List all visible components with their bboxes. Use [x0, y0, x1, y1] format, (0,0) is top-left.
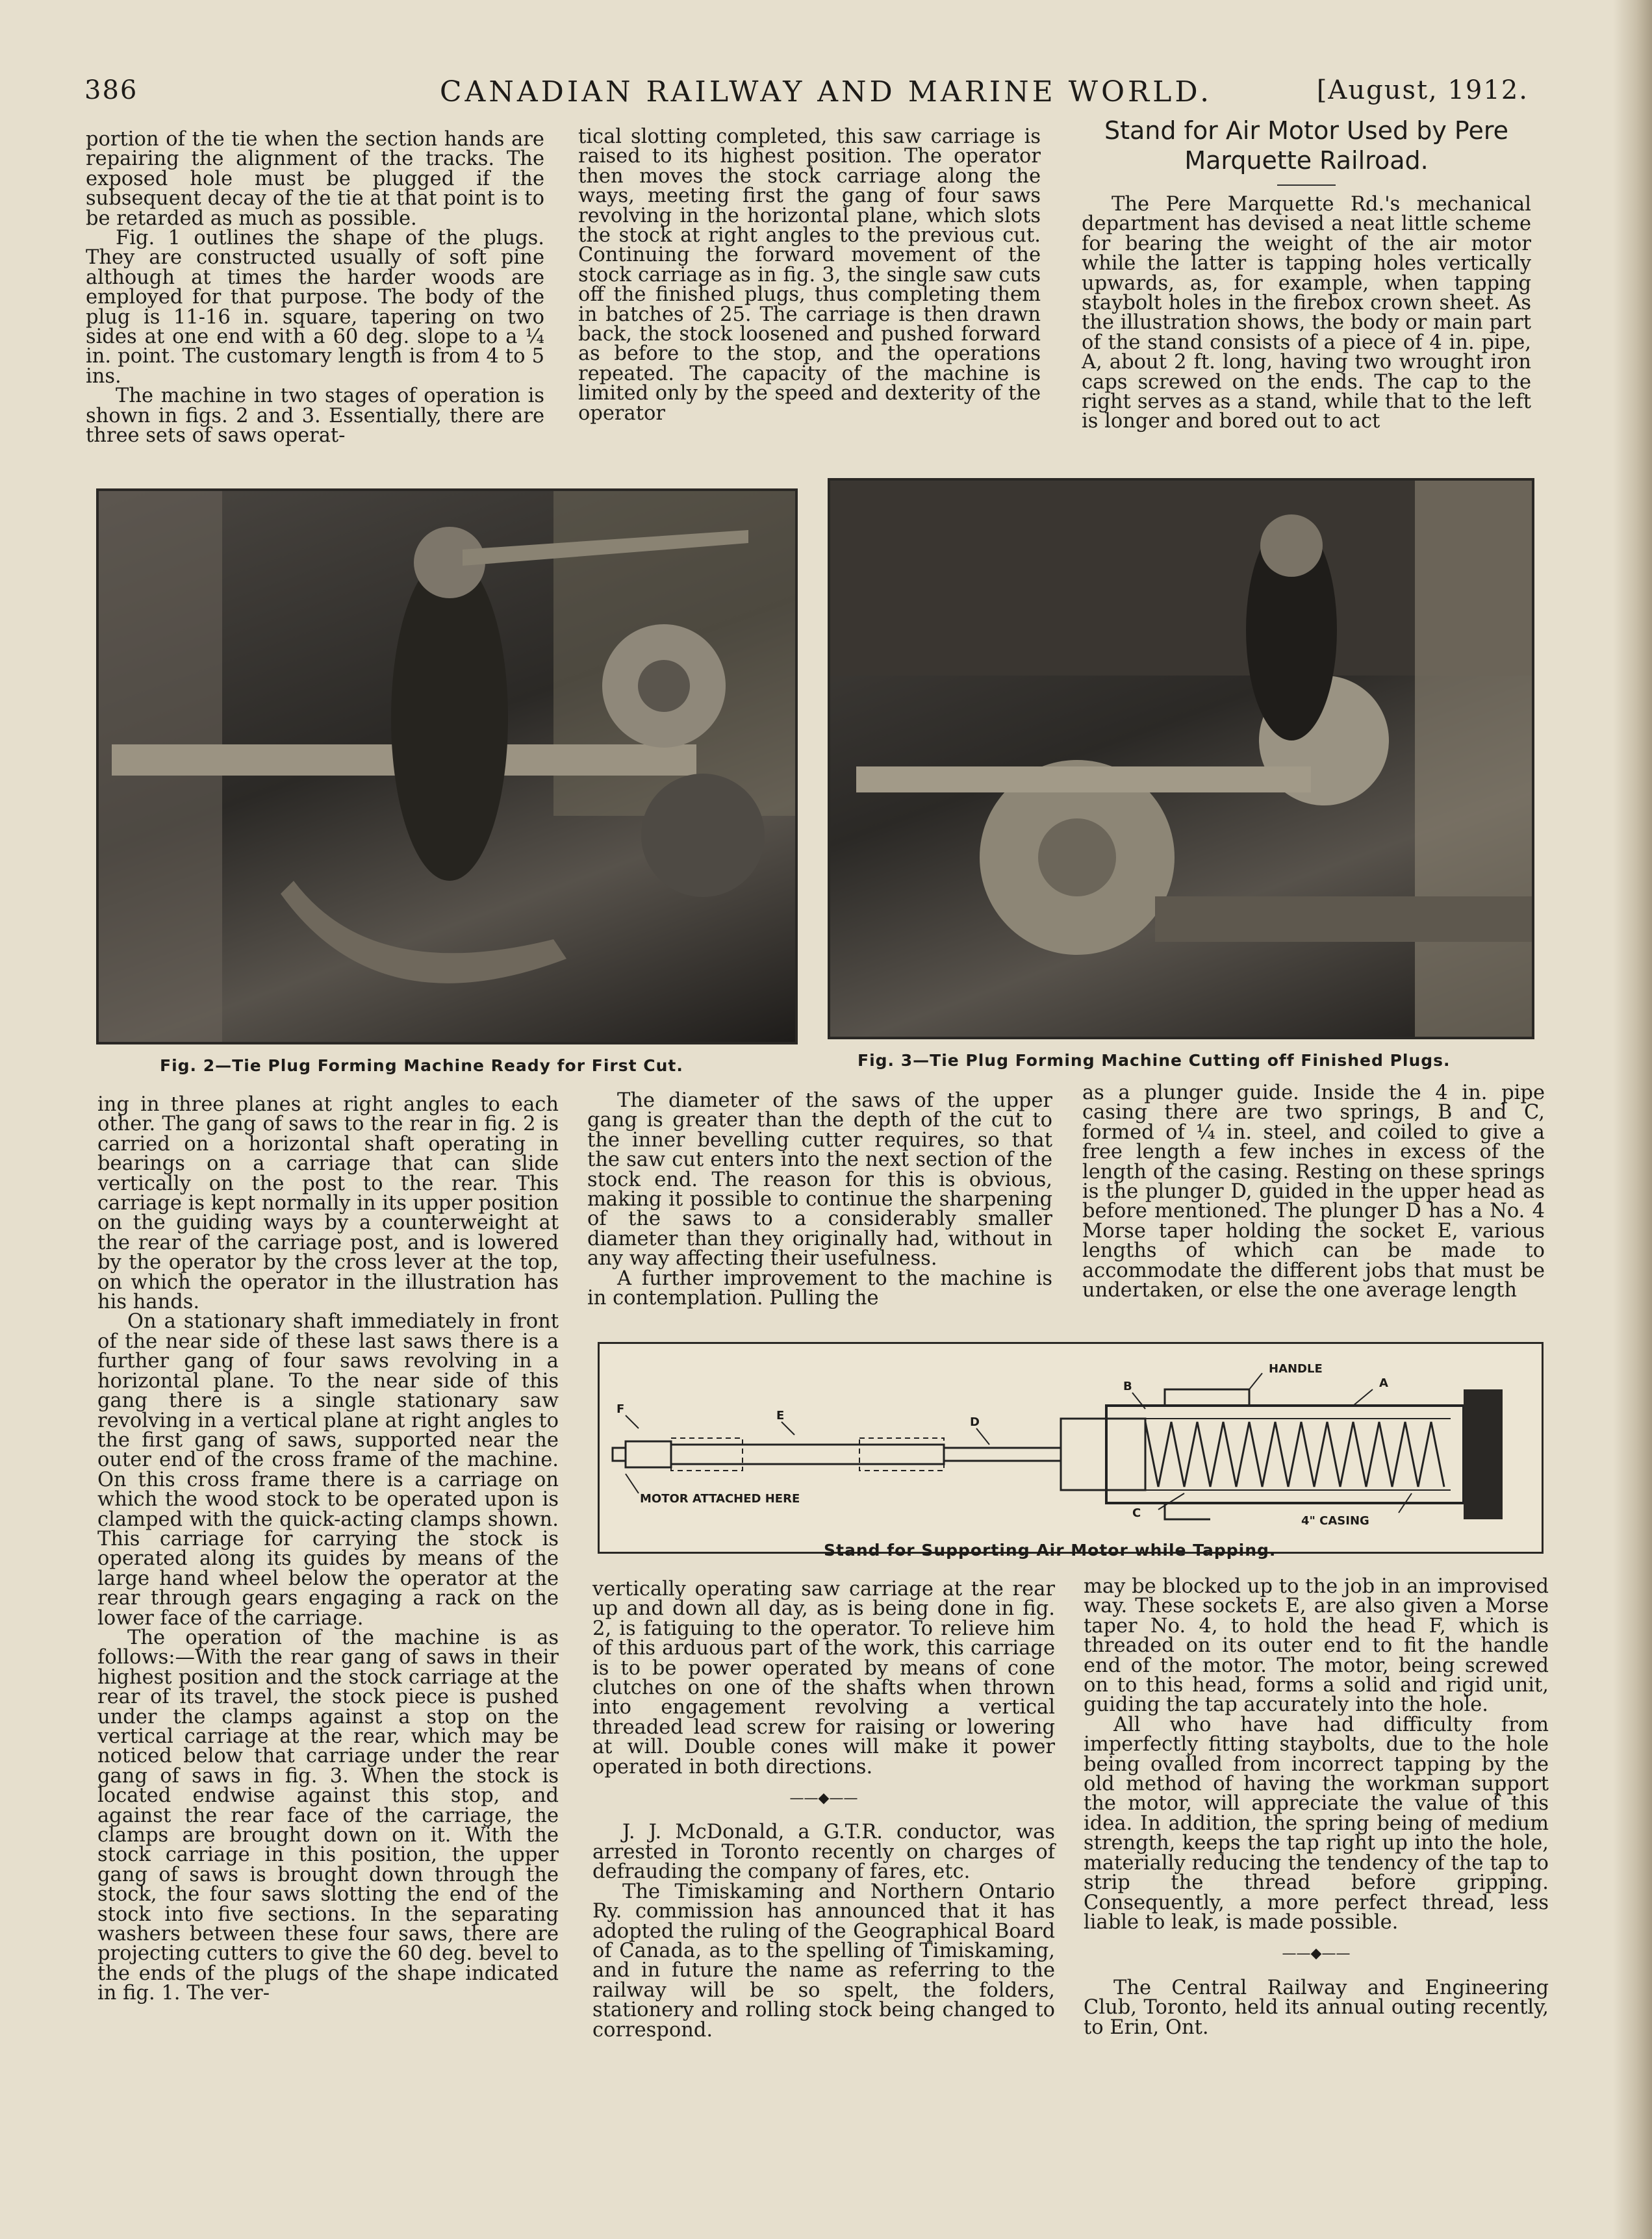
paragraph: may be blocked up to the job in an improvised way. These sockets E, are also given a Morse taper No. 4, to hold the head F, which is threaded on its outer end to fit the handle end of the motor. The motor, being screwed on to this head, forms a solid and rigid unit, guiding the tap accurately into the hole.: [1084, 1575, 1549, 1717]
heading-rule: [1277, 184, 1336, 186]
label-motor-attached: MOTOR ATTACHED HERE: [640, 1492, 800, 1506]
diagram-caption: Stand for Supporting Air Motor while Tapping.: [824, 1541, 1277, 1560]
paragraph: vertically operating saw carriage at the rear up and down all day, as is being done in fig. 2, is fatiguing to the operator. To relieve him of this arduous part of the work, this carriage is to be power operated by means of cone clutches on one of the shafts when thrown into engagement revolving a vertical threaded lead screw for raising or lowering at will. Double cones will make it power operated in both directions.: [592, 1578, 1055, 1778]
paragraph: as a plunger guide. Inside the 4 in. pipe casing there are two springs, B and C, formed of ¼ in. steel, and coiled to give a free length a few inches in excess of the length of the casing. Resting on these springs is the plunger D, guided in the upper head as before mentioned. The plunger D has a No. 4 Morse taper holding the socket E, various lengths of which can be made to accommodate the different jobs that must be undertaken, or else the one average length: [1082, 1082, 1545, 1302]
section-ornament: ——◆——: [789, 1790, 858, 1807]
label-casing: 4" CASING: [1301, 1514, 1369, 1528]
paragraph: The Pere Marquette Rd.'s mechanical department has devised a neat little scheme for bearing the weight of the air motor while the latter is tapping holes vertically upwards, as, for example, when tapping staybolt holes in the firebox crown sheet. As the illustration shows, the body or main part of the stand consists of a piece of 4 in. pipe, A, about 2 ft. long, having two wrought iron caps screwed on the ends. The cap to the right serves as a stand, while that to the left is longer and bored out to act: [1082, 193, 1531, 433]
page-number: 386: [84, 75, 138, 105]
section-ornament: ——◆——: [1282, 1945, 1351, 1962]
stand-drawing: [600, 1344, 1542, 1552]
paragraph: The Timiskaming and Northern Ontario Ry. commission has announced that it has adopted the ruling of the Geographical Board of Canada, as to the spelling of Timiskaming, and in future the name as referring to the railway will be so spelt, the folders, stationery and rolling stock being changed to correspond.: [592, 1880, 1055, 2042]
journal-title: CANADIAN RAILWAY AND MARINE WORLD.: [439, 75, 1213, 108]
paragraph: A further improvement to the machine is in contemplation. Pulling the: [587, 1267, 1052, 1310]
label-e: E: [776, 1409, 785, 1423]
column-2-mid: [587, 1091, 1052, 1334]
label-c: C: [1132, 1506, 1141, 1520]
paragraph: Fig. 1 outlines the shape of the plugs. They are constructed usually of soft pine although at times the harder woods are employed for that purpose. The body of the plug is 11-16 in. square, tapering on two sides at one end with a 60 deg. slope to a ¼ in. point. The customary length is from 4 to 5 ins.: [86, 227, 544, 388]
article-heading: Stand for Air Motor Used by Pere Marquette Railroad.: [1104, 116, 1509, 175]
paragraph: ing in three planes at right angles to each other. The gang of saws to the rear in fig. 2 is carried on a horizontal shaft operating in bearings on a carriage that can slide vertically on the post to the rear. This carriage is kept normally in its upper position on the guiding ways by a counterweight at the rear of the carriage post, and is lowered by the operator by the cross lever at the top, on which the operator in the illustration has his hands.: [97, 1093, 559, 1314]
label-handle: HANDLE: [1269, 1362, 1323, 1376]
fig2-caption: Fig. 2—Tie Plug Forming Machine Ready for First Cut.: [160, 1056, 683, 1075]
paragraph: tical slotting completed, this saw carriage is raised to its highest position. The operator then moves the stock carriage along the ways, meeting first the gang of four saws revolving in the horizontal plane, which slots the stock at right angles to the previous cut. Continuing the forward movement of the stock carriage as in fig. 3, the single saw cuts off the finished plugs, thus completing them in batches of 25. The carriage is then drawn back, the stock loosened and pushed forward as before to the stop, and the operations repeated. The capacity of the machine is limited only by the speed and dexterity of the operator: [578, 125, 1041, 425]
paragraph: The diameter of the saws of the upper gang is greater than the depth of the cut to the inner bevelling cutter requires, so that the saw cut enters into the next section of the stock end. The reason for this is obvious, making it possible to continue the sharpening of the saws to a considerably smaller diameter than they originally had, without in any way affecting their usefulness.: [587, 1089, 1052, 1271]
fig3-photo: [828, 478, 1534, 1039]
fig2-photo: [96, 488, 798, 1044]
label-a: A: [1379, 1376, 1388, 1390]
column-2-top: [578, 127, 1041, 474]
paragraph: On a stationary shaft immediately in front of the near side of these last saws there is a further gang of four saws revolving in a horizontal plane. To the near side of this gang there is a single stationary saw revolving in a vertical plane at right angles to the first gang of saws, supported near the outer end of the cross frame of the machine. On this cross frame there is a carriage on which the wood stock to be operated upon is clamped with the quick-acting clamps shown. This carriage for carrying the stock is operated along its guides by means of the large hand wheel below the operator at the rear through gears engaging a rack on the lower face of the carriage.: [97, 1310, 559, 1630]
issue-date: [August, 1912.: [1316, 75, 1529, 105]
label-b: B: [1123, 1380, 1132, 1393]
binding-shadow: [1613, 0, 1652, 2239]
column-3-bottom: [1084, 1577, 1549, 2097]
paragraph: J. J. McDonald, a G.T.R. conductor, was arrested in Toronto recently on charges of defrauding the company of fares, etc.: [592, 1821, 1055, 1884]
paragraph: The machine in two stages of operation is shown in figs. 2 and 3. Essentially, there are three sets of saws operat-: [86, 385, 544, 448]
paragraph: portion of the tie when the section hands are repairing the alignment of the tracks. The exposed hole must be plugged if the subsequent decay of the tie at that point is to be retarded as much as possible.: [86, 128, 544, 230]
column-1-bottom: [97, 1095, 559, 2115]
paragraph: All who have had difficulty from imperfectly fitting staybolts, due to the hole being ovalled from incorrect tapping by the old method of having the workman support the motor, will appreciate the value of this idea. In addition, the spring being of medium strength, keeps the tap right up into the hole, materially reducing the tendency of the tap to strip the thread before gripping. Consequently, a more perfect thread, less liable to leak, is made possible.: [1084, 1713, 1549, 1934]
paragraph: The Central Railway and Engineering Club, Toronto, held its annual outing recently, to Erin, Ont.: [1084, 1976, 1549, 2039]
label-f: F: [616, 1402, 625, 1416]
air-motor-stand-diagram: [598, 1342, 1544, 1554]
tie-plug-machine-illustration: [830, 481, 1532, 1037]
tie-plug-machine-illustration: [99, 491, 795, 1042]
column-3-mid: [1082, 1083, 1545, 1333]
fig3-caption: Fig. 3—Tie Plug Forming Machine Cutting off Finished Plugs.: [858, 1051, 1451, 1070]
column-1-top: [86, 130, 544, 481]
paragraph: The operation of the machine is as follows:—With the rear gang of saws in their highest position and the stock carriage at the rear of its travel, the stock piece is pushed under the clamps against a stop on the vertical carriage at the rear, which may be noticed below that carriage under the rear gang of saws in fig. 3. When the stock is located endwise against this stop, and against the rear face of the carriage, the clamps are brought down on it. With the stock carriage in this position, the upper gang of saws is brought down through the stock, the four saws slotting the end of the stock into five sections. In the separating washers between these four saws, there are projecting cutters to give the 60 deg. bevel to the ends of the plugs of the shape indicated in fig. 1. The ver-: [97, 1626, 559, 2005]
column-3-top: [1082, 116, 1531, 466]
label-d: D: [970, 1415, 980, 1429]
column-2-bottom: [592, 1578, 1055, 2042]
